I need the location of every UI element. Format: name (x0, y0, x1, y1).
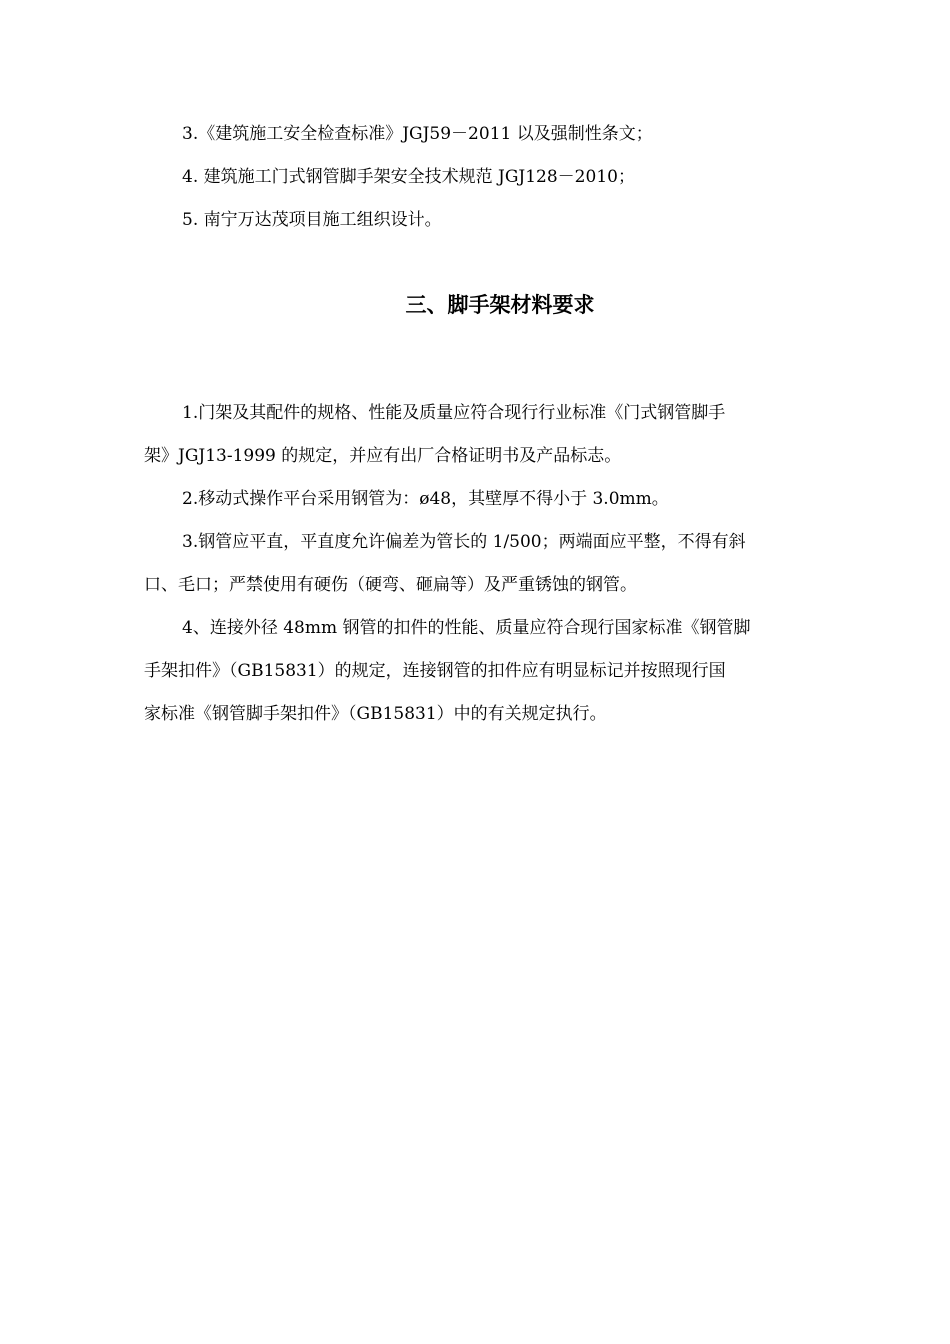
paragraph-3 (144, 521, 806, 607)
paragraph-line: 架》JGJ13-1999 的规定，并应有出厂合格证明书及产品标志。 (144, 446, 622, 466)
paragraph-line: 1.门架及其配件的规格、性能及质量应符合现行行业标准《门式钢管脚手 (182, 403, 726, 423)
reference-item: 5. 南宁万达茂项目施工组织设计。 (182, 210, 442, 230)
paragraph-line: 口、毛口；严禁使用有硬伤（硬弯、砸扁等）及严重锈蚀的钢管。 (144, 575, 637, 595)
paragraph-line: 2.移动式操作平台采用钢管为：ø48，其壁厚不得小于 3.0mm。 (182, 489, 669, 509)
paragraph-line: 3.钢管应平直，平直度允许偏差为管长的 1/500；两端面应平整，不得有斜 (182, 532, 746, 552)
paragraph-1 (144, 392, 806, 478)
paragraph-line: 4、连接外径 48mm 钢管的扣件的性能、质量应符合现行国家标准《钢管脚 (182, 618, 751, 638)
section-body (144, 392, 806, 736)
reference-item: 3.《建筑施工安全检查标准》JGJ59－2011 以及强制性条文； (182, 124, 653, 144)
paragraph-2 (144, 478, 806, 521)
paragraph-4 (144, 607, 806, 736)
section-heading: 三、脚手架材料要求 (405, 293, 595, 317)
reference-list (182, 123, 822, 252)
reference-item: 4. 建筑施工门式钢管脚手架安全技术规范 JGJ128－2010； (182, 167, 635, 187)
paragraph-line: 家标准《钢管脚手架扣件》（GB15831）中的有关规定执行。 (144, 704, 607, 724)
paragraph-line: 手架扣件》（GB15831）的规定，连接钢管的扣件应有明显标记并按照现行国 (144, 661, 726, 681)
